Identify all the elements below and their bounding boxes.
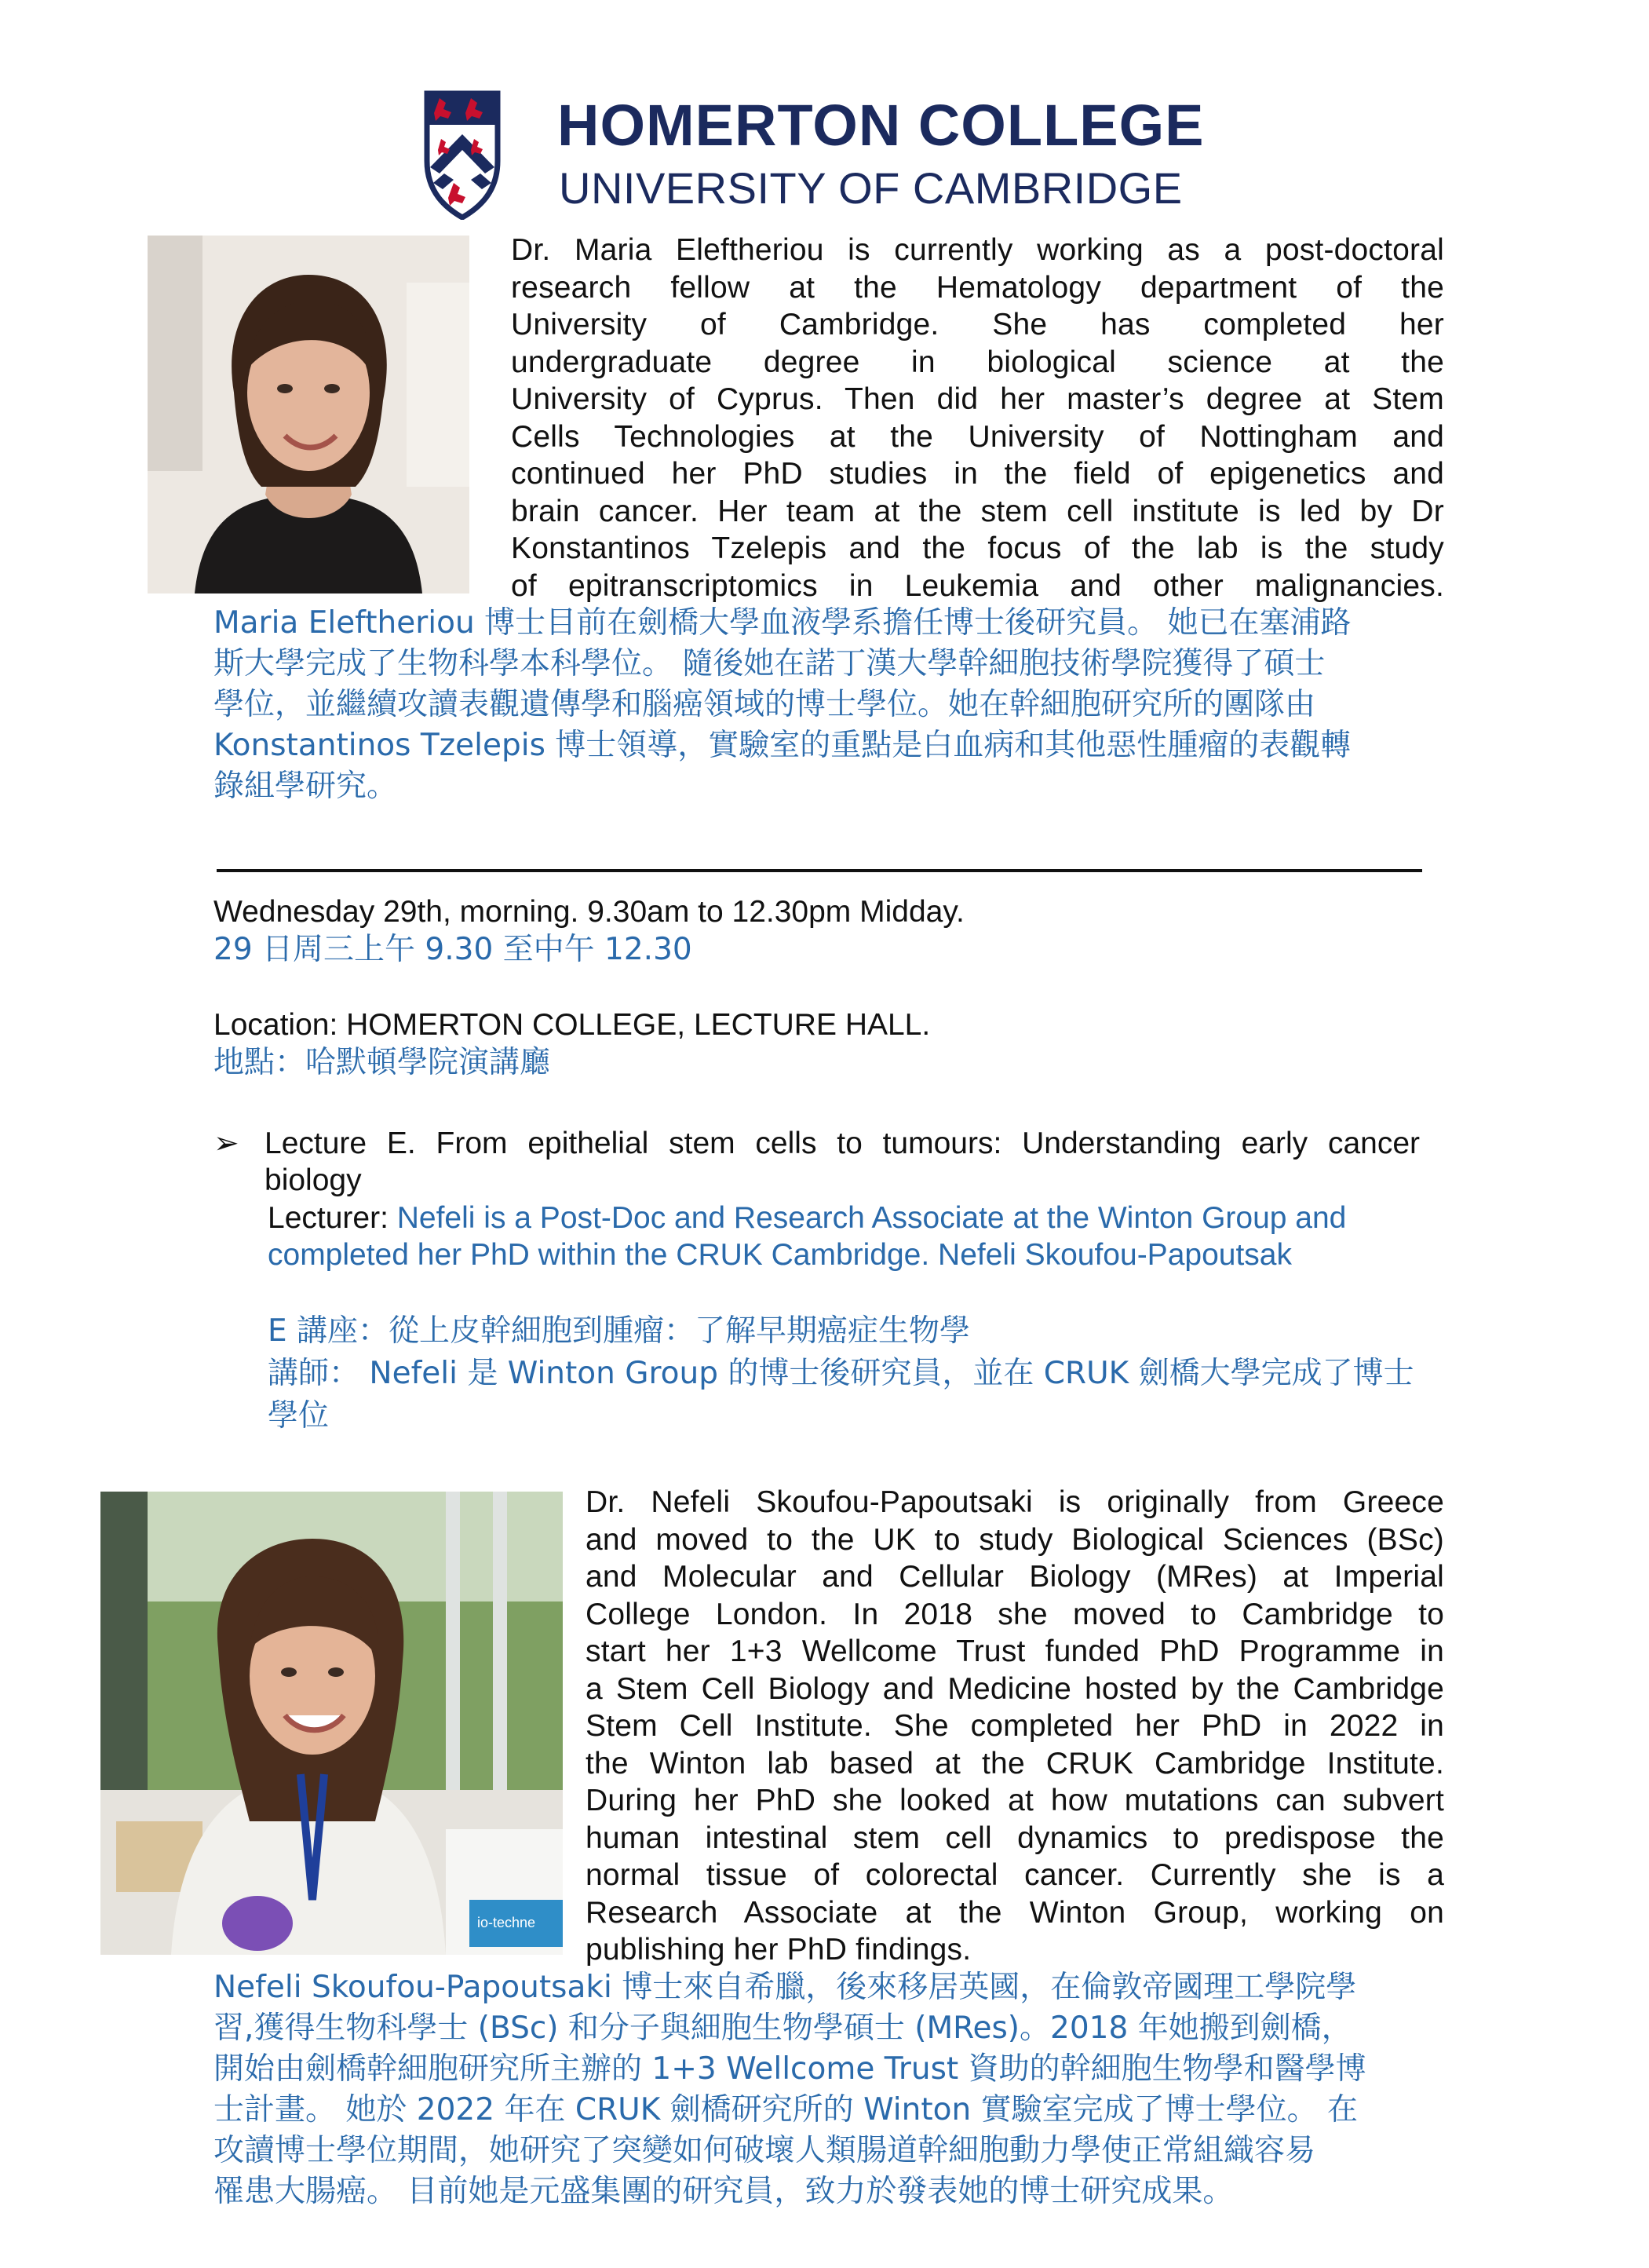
- bio-line: of epitranscriptomics in Leukemia and other malignancies.: [511, 568, 1444, 603]
- bio-line: Research Associate at the Winton Group, working on: [586, 1895, 1444, 1930]
- bio-line: University of Cambridge. She has completed her: [511, 308, 1444, 341]
- bio-line: Stem Cell Institute. She completed her PhD in 2022 in: [586, 1709, 1444, 1743]
- lecturer-zh-line1: 講師： Nefeli 是 Winton Group 的博士後研究員，並在 CRUK 劍橋大學完成了博士: [268, 1356, 1414, 1391]
- bio-line: human intestinal stem cell dynamics to predispose the: [586, 1821, 1444, 1855]
- bio-line: continued her PhD studies in the field of epigenetics and: [511, 457, 1444, 491]
- bio-line: College London. In 2018 she moved to Cambridge to: [586, 1597, 1444, 1631]
- bio-line: and moved to the UK to study Biological Sciences (BSc): [586, 1522, 1444, 1557]
- college-header: [424, 90, 1224, 220]
- bio-line: 士計畫。 她於 2022 年在 CRUK 劍橋研究所的 Winton 實驗室完成了博士學位。 在: [213, 2092, 1359, 2127]
- bio-line: publishing her PhD findings.: [586, 1933, 972, 1967]
- box-label: io-techne: [477, 1915, 536, 1930]
- portrait-image: [100, 1492, 563, 1955]
- university-name: UNIVERSITY OF CAMBRIDGE: [559, 163, 1183, 213]
- maria-bio-zh: [213, 603, 1485, 807]
- bio-line: Nefeli Skoufou-Papoutsaki 博士來自希臘，後來移居英國，在倫敦帝國理工學院學: [213, 1970, 1357, 2005]
- lecture-title: [264, 1125, 1420, 1199]
- maria-bio-en: [511, 232, 1444, 604]
- portrait-image: [148, 236, 469, 593]
- session-time-en: Wednesday 29th, morning. 9.30am to 12.30pm Midday.: [213, 895, 965, 929]
- bio-line: 斯大學完成了生物科學本科學位。 隨後她在諾丁漢大學幹細胞技術學院獲得了碩士: [213, 646, 1326, 681]
- bio-line: 學位，並繼續攻讀表觀遺傳學和腦癌領域的博士學位。她在幹細胞研究所的團隊由: [213, 687, 1316, 722]
- bio-line: start her 1+3 Wellcome Trust funded PhD Programme in: [586, 1634, 1444, 1668]
- nefeli-bio-en: [586, 1484, 1444, 1969]
- lecturer-zh-line2: 學位: [268, 1398, 330, 1433]
- bio-line: the Winton lab based at the CRUK Cambridge Institute.: [586, 1746, 1444, 1780]
- bio-line: 錄組學研究。: [213, 769, 398, 804]
- location-zh: 地點：哈默頓學院演講廳: [213, 1045, 551, 1080]
- bio-line: 習,獲得生物科學士 (BSc) 和分子與細胞生物學碩士 (MRes)。2018 年她搬到劍橋，: [213, 2011, 1352, 2046]
- lecturer-line2: completed her PhD within the CRUK Cambridge. Nefeli Skoufou-Papoutsak: [268, 1238, 1292, 1272]
- bio-line: University of Cyprus. Then did her master’s degree at Stem: [511, 382, 1444, 416]
- bio-line: Dr. Nefeli Skoufou-Papoutsaki is originally from Greece: [586, 1485, 1444, 1519]
- nefeli-photo: [100, 1492, 563, 1955]
- bio-line: research fellow at the Hematology department of the: [511, 270, 1444, 305]
- bullet-icon: ➢: [213, 1126, 239, 1161]
- lecturer-line1: Nefeli is a Post-Doc and Research Associate at the Winton Group and: [388, 1201, 1347, 1235]
- bio-line: and Molecular and Cellular Biology (MRes) at Imperial: [586, 1560, 1444, 1594]
- bio-line: a Stem Cell Biology and Medicine hosted by the Cambridge: [586, 1671, 1444, 1706]
- college-name: HOMERTON COLLEGE: [557, 93, 1205, 158]
- bio-line: Konstantinos Tzelepis and the focus of the lab is the study: [511, 531, 1444, 565]
- bio-line: Konstantinos Tzelepis 博士領導，實驗室的重點是白血病和其他惡性腫瘤的表觀轉: [213, 728, 1352, 763]
- bio-line: Dr. Maria Eleftheriou is currently working as a post-doctoral: [511, 233, 1444, 267]
- bio-line: undergraduate degree in biological science at the: [511, 345, 1444, 379]
- session-time-zh: 29 日周三上午 9.30 至中午 12.30: [213, 932, 692, 967]
- lecture-title-line2: biology: [264, 1163, 362, 1197]
- bio-line: normal tissue of colorectal cancer. Currently she is a: [586, 1858, 1444, 1892]
- homerton-crest-icon: [424, 90, 501, 220]
- bio-line: Cells Technologies at the University of Nottingham and: [511, 419, 1444, 454]
- bio-line: 罹患大腸癌。 目前她是元盛集團的研究員，致力於發表她的博士研究成果。: [213, 2174, 1234, 2209]
- maria-photo: [148, 236, 469, 593]
- bio-line: brain cancer. Her team at the stem cell institute is led by Dr: [511, 494, 1444, 528]
- section-divider: [217, 869, 1422, 872]
- bio-line: Maria Eleftheriou 博士目前在劍橋大學血液學系擔任博士後研究員。 她已在塞浦路: [213, 605, 1352, 641]
- location-en: Location: HOMERTON COLLEGE, LECTURE HALL.: [213, 1008, 931, 1042]
- bio-line: 攻讀博士學位期間，她研究了突變如何破壞人類腸道幹細胞動力學使正常組織容易: [213, 2133, 1316, 2168]
- lecturer-label: Lecturer:: [268, 1201, 389, 1235]
- bio-line: 開始由劍橋幹細胞研究所主辦的 1+3 Wellcome Trust 資助的幹細胞生物學和醫學博: [213, 2051, 1366, 2087]
- nefeli-bio-zh: [213, 1967, 1485, 2212]
- lecturer-info: [268, 1200, 1346, 1273]
- lecture-title-zh: E 講座：從上皮幹細胞到腫瘤：了解早期癌症生物學: [268, 1313, 971, 1349]
- bio-line: During her PhD she looked at how mutations can subvert: [586, 1784, 1444, 1817]
- lecture-title-line1: Lecture E. From epithelial stem cells to tumours: Understanding early cancer: [264, 1127, 1420, 1160]
